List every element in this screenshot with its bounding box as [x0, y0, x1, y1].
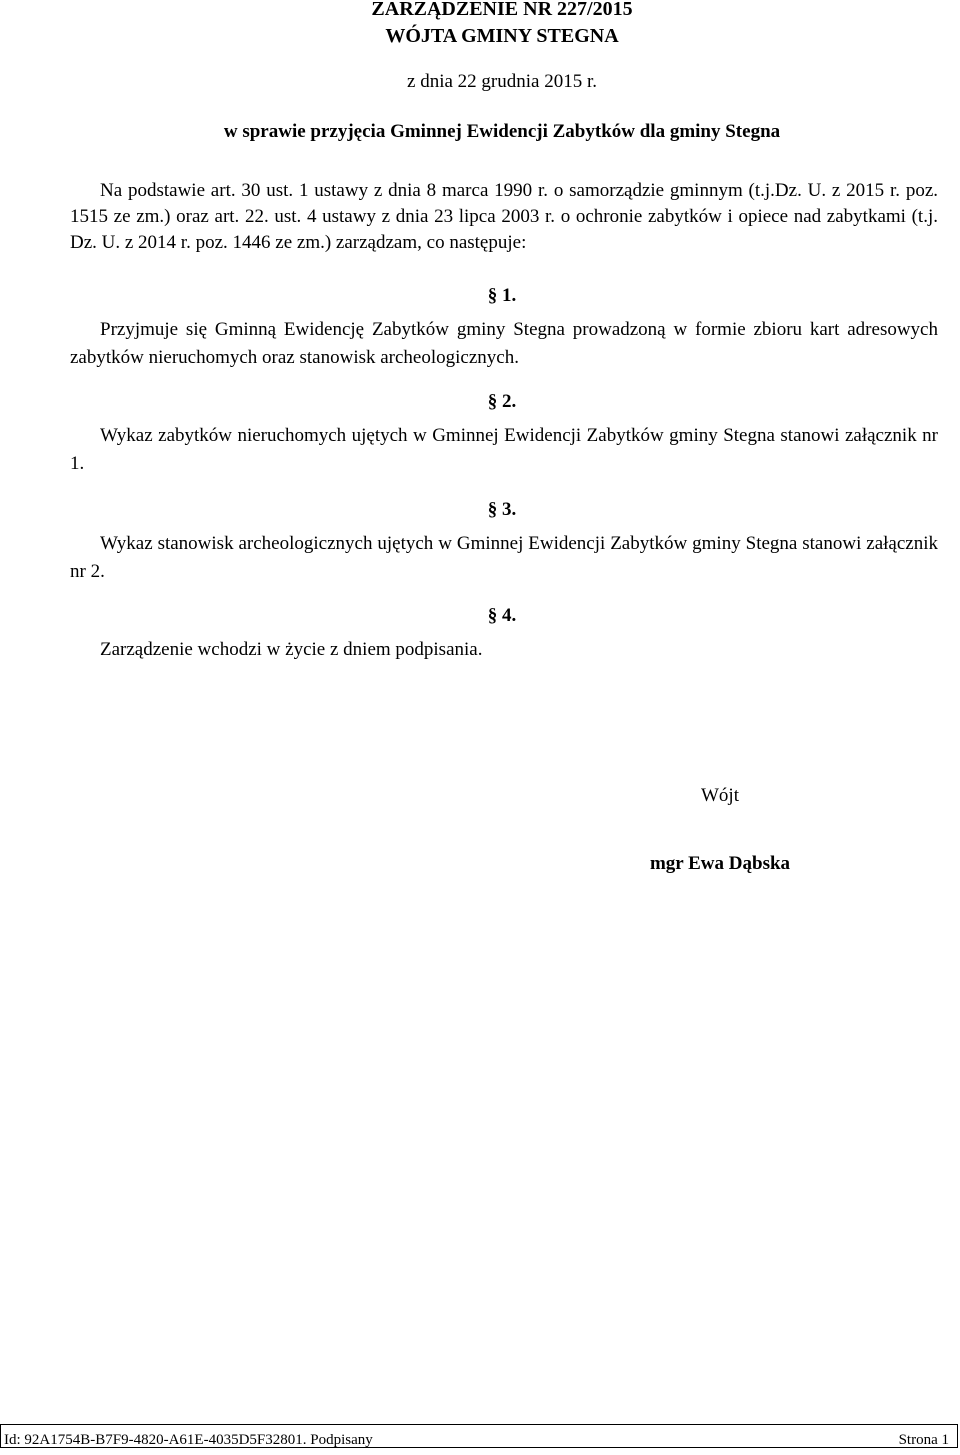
section-1-text: Przyjmuje się Gminną Ewidencję Zabytków gminy Stegna prowadzoną w formie zbioru kart adresowych zabytków nieruchomych oraz stanowisk archeologicznych.	[70, 319, 938, 368]
section-1-mark: § 1.	[487, 285, 517, 306]
section-4-text: Zarządzenie wchodzi w życie z dniem podpisania.	[100, 639, 483, 660]
footer-page-number: Strona 1	[898, 1432, 949, 1448]
section-2-mark: § 2.	[487, 391, 517, 412]
section-2-text: Wykaz zabytków nieruchomych ujętych w Gminnej Ewidencji Zabytków gminy Stegna stanowi załącznik nr 1.	[70, 425, 938, 474]
section-4-mark: § 4.	[487, 605, 517, 626]
document-title	[0, 0, 960, 50]
section-3-text: Wykaz stanowisk archeologicznych ujętych w Gminnej Ewidencji Zabytków gminy Stegna stanowi załącznik nr 2.	[70, 533, 938, 582]
signatory-title: Wójt	[701, 785, 739, 806]
signatory-name: mgr Ewa Dąbska	[649, 853, 791, 874]
section-3-mark: § 3.	[487, 499, 517, 520]
document-subject: w sprawie przyjęcia Gminnej Ewidencji Zabytków dla gminy Stegna	[223, 121, 781, 142]
title-line-1: ZARZĄDZENIE NR 227/2015	[371, 0, 633, 20]
title-line-2: WÓJTA GMINY STEGNA	[385, 25, 619, 47]
footer-document-id: Id: 92A1754B-B7F9-4820-A61E-4035D5F32801. Podpisany	[4, 1432, 373, 1448]
document-date: z dnia 22 grudnia 2015 r.	[407, 71, 597, 92]
document-footer	[0, 1424, 958, 1448]
preamble-paragraph: Na podstawie art. 30 ust. 1 ustawy z dnia 8 marca 1990 r. o samorządzie gminnym (t.j.Dz. U. z 2015 r. poz. 1515 ze zm.) oraz art. 22. ust. 4 ustawy z dnia 23 lipca 2003 r. o ochronie zabytków i opiece nad zabytkami (t.j. Dz. U. z 2014 r. poz. 1446 ze zm.) zarządzam, co następuje:	[70, 180, 938, 253]
